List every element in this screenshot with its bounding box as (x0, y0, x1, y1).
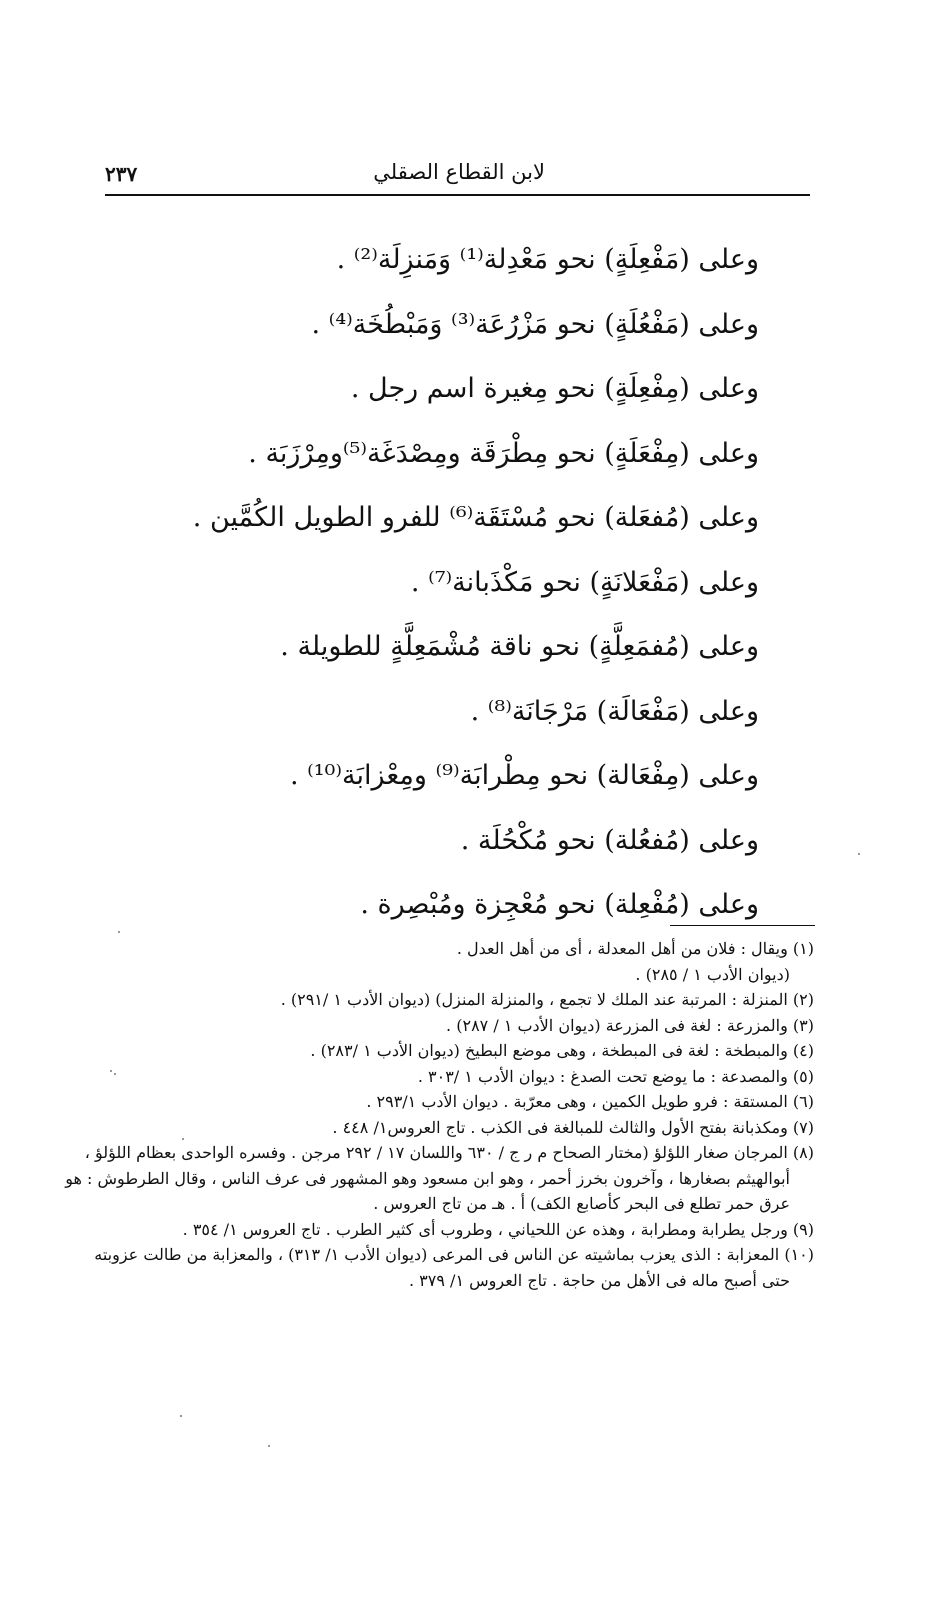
text-line: وعلى (مَفْعَلانَةٍ) نحو مَكْذَبانة⁽⁷⁾ . (410, 566, 759, 598)
scan-speck (114, 1073, 116, 1075)
footnote-line: (١) ويقال : فلان من أهل المعدلة ، أى من أهل العدل . (456, 939, 814, 958)
footnote-line: (٥) والمصدعة : ما يوضع تحت الصدغ : ديوان الأدب ١ /٣٠٣ . (417, 1066, 814, 1086)
footnote-line: (ديوان الأدب ١ / ٢٨٥) . (635, 964, 790, 984)
scan-speck (268, 1445, 270, 1447)
footnote-line: أبوالهيثم بصغارها ، وآخرون بخرز أحمر ، وهو ابن مسعود وهو المشهور فى عرف الناس ، وقال الطرطوش : هو (65, 1168, 790, 1188)
footnote-line: (٩) ورجل يطرابة ومطرابة ، وهذه عن اللحياني ، وطروب أى كثير الطرب . تاج العروس ١/ ٣٥٤ . (182, 1219, 814, 1239)
page-header (105, 150, 810, 196)
text-line: وعلى (مِفْعَلَةٍ) نحو مِطْرَقَة ومِصْدَغَة⁽⁵⁾ومِرْزَبَة . (248, 437, 759, 469)
footnote-line: حتى أصبح ماله فى الأهل من حاجة . تاج العروس ١/ ٣٧٩ . (409, 1270, 790, 1290)
scan-speck (182, 1138, 184, 1140)
scan-speck (118, 931, 120, 933)
text-line: وعلى (مُفعَلة) نحو مُسْتَقَة⁽⁶⁾ للفرو الطويل الكُمَّين . (192, 502, 759, 533)
text-line: وعلى (مَفْعِلَةٍ) نحو مَعْدِلة⁽¹⁾ وَمَنزِلَة⁽²⁾ . (336, 244, 759, 275)
footnote-line: (٦) المستقة : فرو طويل الكمين ، وهى معرّبة . ديوان الأدب ٢٩٣/١ . (366, 1092, 814, 1111)
scan-speck (180, 1415, 182, 1417)
footnote-separator (670, 925, 815, 926)
footnote-line: (٢) المنزلة : المرتبة عند الملك لا تجمع ، والمنزلة المنزل) (ديوان الأدب ١ /٢٩١) . (280, 990, 814, 1009)
text-line: وعلى (مِفْعِلَةٍ) نحو مِغيرة اسم رجل . (350, 373, 759, 404)
footnote-line: عرق حمر تطلع فى البحر كأصابع الكف) أ . هـ من تاج العروس . (373, 1194, 790, 1213)
scan-speck (110, 1070, 112, 1072)
scan-speck (858, 853, 860, 855)
running-title: لابن القطاع الصقلي (373, 160, 545, 184)
text-line: وعلى (مُفْعِلة) نحو مُعْجِزة ومُبْصِرة . (360, 889, 759, 920)
page-number: ٢٣٧ (105, 162, 138, 186)
footnote-line: (٣) والمزرعة : لغة فى المزرعة (ديوان الأدب ١ / ٢٨٧) . (446, 1015, 814, 1035)
footnote-line: (٤) والمبطخة : لغة فى المبطخة ، وهى موضع البطيخ (ديوان الأدب ١ /٢٨٣) . (310, 1041, 814, 1060)
text-line: وعلى (مُفعُلة) نحو مُكْحُلَة . (460, 824, 759, 856)
text-line: وعلى (مُفمَعِلَّةٍ) نحو ناقة مُشْمَعِلَّةٍ للطويلة . (280, 631, 759, 662)
text-line: وعلى (مَفْعُلَةٍ) نحو مَزْرُعَة⁽³⁾ وَمَبْطُخَة⁽⁴⁾ . (311, 308, 759, 340)
text-line: وعلى (مَفْعَالَة) مَرْجَانَة⁽⁸⁾ . (470, 695, 759, 727)
footnote-line: (٧) ومكذبانة بفتح الأول والثالث للمبالغة فى الكذب . تاج العروس١/ ٤٤٨ . (332, 1117, 814, 1137)
footnote-line: (١٠) المعزابة : الذى يعزب بماشيته عن الناس فى المرعى (ديوان الأدب ١/ ٣١٣) ، والمعزابة من طالت عزوبته (94, 1245, 814, 1264)
footnote-line: (٨) المرجان صغار اللؤلؤ (مختار الصحاح م ر ج / ٦٣٠ واللسان ١٧ / ٢٩٢ مرجن . وفسره الواحدى بعظام اللؤلؤ ، (84, 1143, 814, 1162)
footnotes (65, 936, 814, 1293)
text-line: وعلى (مِفْعَالة) نحو مِطْرابَة⁽⁹⁾ ومِعْزابَة⁽¹⁰⁾ . (289, 760, 759, 791)
main-text (192, 228, 759, 938)
